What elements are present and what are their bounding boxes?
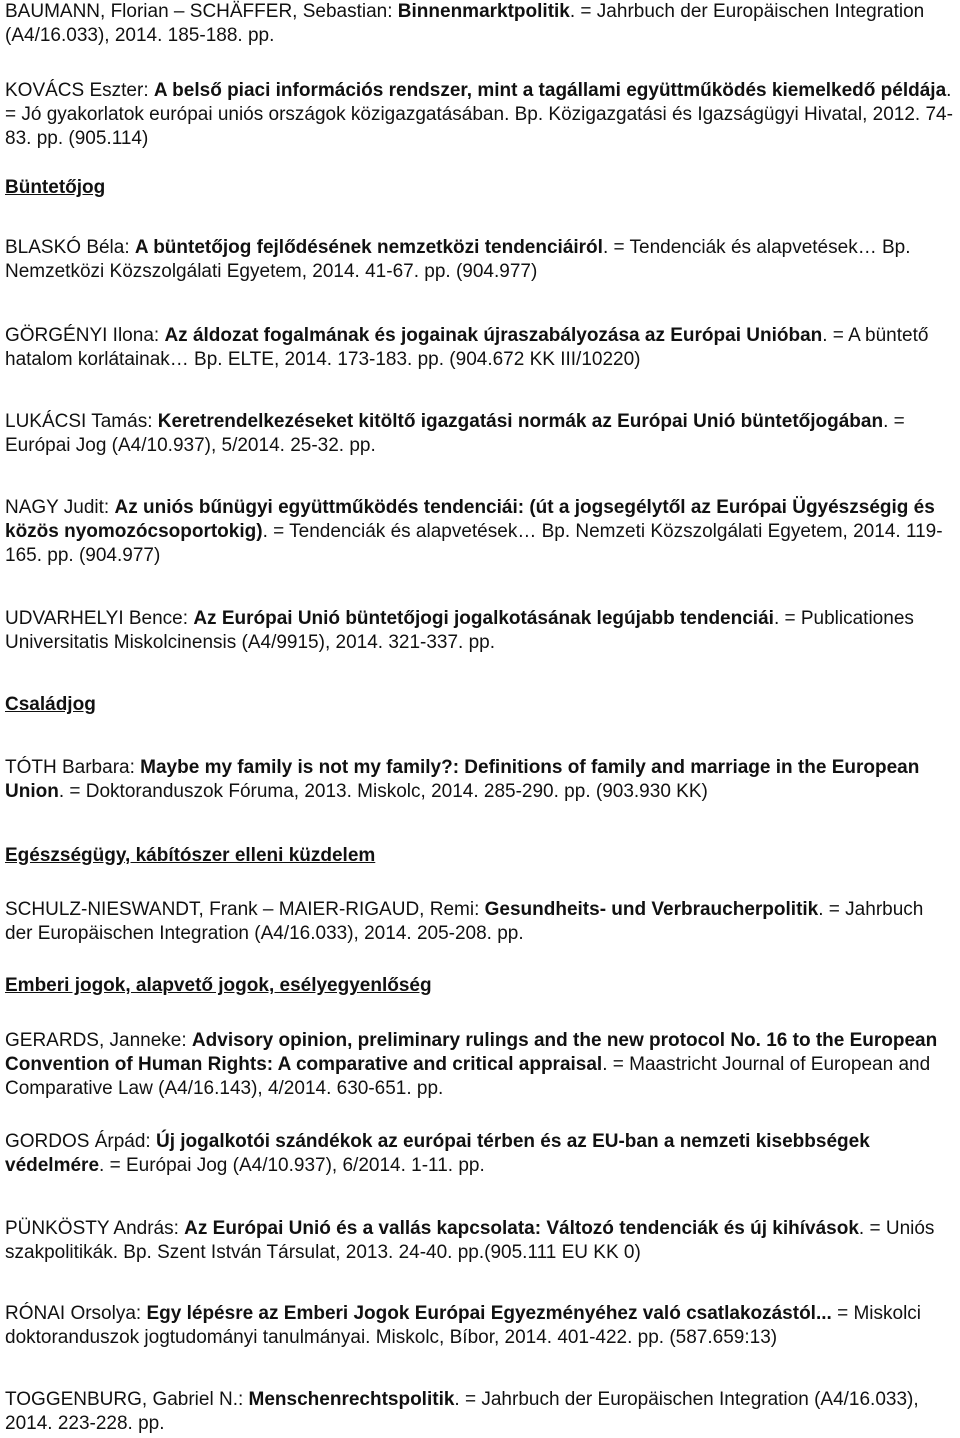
entry-source: = Miskolci doktoranduszok jogtudományi tanulmányai. Miskolc, Bíbor, 2014. 401-422. pp. (587.659:13) bbox=[5, 1303, 922, 1348]
bibliography-entry bbox=[5, 607, 955, 655]
entry-title: Maybe my family is not my family?: Definitions of family and marriage in the European Union bbox=[5, 757, 920, 802]
entry-author: NAGY Judit: bbox=[5, 497, 115, 518]
entry-title: Keretrendelkezéseket kitöltő igazgatási normák az Európai Unió büntetőjogában bbox=[157, 411, 884, 432]
entry-author: UDVARHELYI Bence: bbox=[5, 608, 194, 629]
section-heading: Emberi jogok, alapvető jogok, esélyegyenlőség bbox=[5, 975, 432, 996]
entry-title: Menschenrechtspolitik bbox=[248, 1389, 455, 1410]
entry-source: . = Jahrbuch der Europäischen Integration (A4/16.033), 2014. 223-228. pp. bbox=[5, 1389, 919, 1434]
entry-author: GORDOS Árpád: bbox=[5, 1131, 156, 1152]
entry-title: Gesundheits- und Verbraucherpolitik bbox=[484, 899, 819, 920]
entry-title: Az Európai Unió büntetőjogi jogalkotásának legújabb tendenciái bbox=[193, 608, 774, 629]
section-heading: Egészségügy, kábítószer elleni küzdelem bbox=[5, 845, 376, 866]
bibliography-entry bbox=[5, 79, 955, 151]
entry-author: BLASKÓ Béla: bbox=[5, 237, 135, 258]
entry-author: GÖRGÉNYI Ilona: bbox=[5, 325, 165, 346]
entry-title: Az áldozat fogalmának és jogainak újraszabályozása az Európai Unióban bbox=[164, 325, 823, 346]
entry-source: . = Doktoranduszok Fóruma, 2013. Miskolc, 2014. 285-290. pp. (903.930 KK) bbox=[58, 781, 708, 802]
section-heading: Családjog bbox=[5, 694, 96, 715]
entry-source: . = Európai Jog (A4/10.937), 5/2014. 25-32. pp. bbox=[5, 411, 905, 456]
bibliography-entry bbox=[5, 1388, 955, 1436]
entry-author: PÜNKÖSTY András: bbox=[5, 1218, 185, 1239]
section-heading: Büntetőjog bbox=[5, 177, 106, 198]
bibliography-entry bbox=[5, 410, 955, 458]
entry-author: SCHULZ-NIESWANDT, Frank – MAIER-RIGAUD, Remi: bbox=[5, 899, 485, 920]
entry-author: BAUMANN, Florian – SCHÄFFER, Sebastian: bbox=[5, 1, 398, 22]
entry-source: . = Tendenciák és alapvetések… Bp. Nemzetközi Közszolgálati Egyetem, 2014. 41-67. pp. (904.977) bbox=[5, 237, 911, 282]
bibliography-entry bbox=[5, 1029, 955, 1101]
entry-title: A büntetőjog fejlődésének nemzetközi tendenciáiról bbox=[134, 237, 603, 258]
entry-source: . = Uniós szakpolitikák. Bp. Szent István Társulat, 2013. 24-40. pp.(905.111 EU KK 0) bbox=[5, 1218, 935, 1263]
entry-author: KOVÁCS Eszter: bbox=[5, 80, 154, 101]
entry-title: Egy lépésre az Emberi Jogok Európai Egyezményéhez való csatlakozástól... bbox=[146, 1303, 832, 1324]
entry-title: Az uniós bűnügyi együttműködés tendenciái: (út a jogsegélytől az Európai Ügyészségig és közös nyomozócsoportokig) bbox=[5, 497, 935, 542]
entry-author: TOGGENBURG, Gabriel N.: bbox=[5, 1389, 249, 1410]
entry-source: . = Európai Jog (A4/10.937), 6/2014. 1-11. pp. bbox=[99, 1155, 485, 1176]
bibliography-entry bbox=[5, 236, 955, 284]
entry-source: . = A büntető hatalom korlátainak… Bp. ELTE, 2014. 173-183. pp. (904.672 KK III/10220) bbox=[5, 325, 929, 370]
bibliography-entry bbox=[5, 324, 955, 372]
entry-source: . = Jahrbuch der Europäischen Integration (A4/16.033), 2014. 205-208. pp. bbox=[5, 899, 924, 944]
bibliography-entry bbox=[5, 496, 955, 568]
entry-title: Az Európai Unió és a vallás kapcsolata: Változó tendenciák és új kihívások bbox=[184, 1218, 859, 1239]
entry-author: TÓTH Barbara: bbox=[5, 757, 141, 778]
entry-title: Új jogalkotói szándékok az európai térben és az EU-ban a nemzeti kisebbségek védelmére bbox=[5, 1131, 870, 1176]
entry-title: Advisory opinion, preliminary rulings and the new protocol No. 16 to the European Convention of Human Rights: A comparative and critical appraisal bbox=[5, 1030, 938, 1075]
bibliography-entry bbox=[5, 898, 955, 946]
entry-source: . = Jó gyakorlatok európai uniós országok közigazgatásában. Bp. Közigazgatási és Igazságügyi Hivatal, 2012. 74-83. pp. (905.114) bbox=[5, 80, 953, 149]
bibliography-entry bbox=[5, 0, 955, 48]
bibliography-entry bbox=[5, 1217, 955, 1265]
entry-source: . = Tendenciák és alapvetések… Bp. Nemzeti Közszolgálati Egyetem, 2014. 119-165. pp. (904.977) bbox=[5, 521, 943, 566]
entry-source: . = Maastricht Journal of European and Comparative Law (A4/16.143), 4/2014. 630-651. pp. bbox=[5, 1054, 931, 1099]
bibliography-entry bbox=[5, 756, 955, 804]
entry-title: A belső piaci információs rendszer, mint a tagállami együttműködés kiemelkedő példája bbox=[153, 80, 947, 101]
entry-source: . = Jahrbuch der Europäischen Integration (A4/16.033), 2014. 185-188. pp. bbox=[5, 1, 925, 46]
entry-author: GERARDS, Janneke: bbox=[5, 1030, 192, 1051]
entry-source: . = Publicationes Universitatis Miskolcinensis (A4/9915), 2014. 321-337. pp. bbox=[5, 608, 914, 653]
bibliography-entry bbox=[5, 1302, 955, 1350]
entry-author: RÓNAI Orsolya: bbox=[5, 1303, 147, 1324]
entry-author: LUKÁCSI Tamás: bbox=[5, 411, 158, 432]
bibliography-entry bbox=[5, 1130, 955, 1178]
entry-title: Binnenmarktpolitik bbox=[397, 1, 570, 22]
